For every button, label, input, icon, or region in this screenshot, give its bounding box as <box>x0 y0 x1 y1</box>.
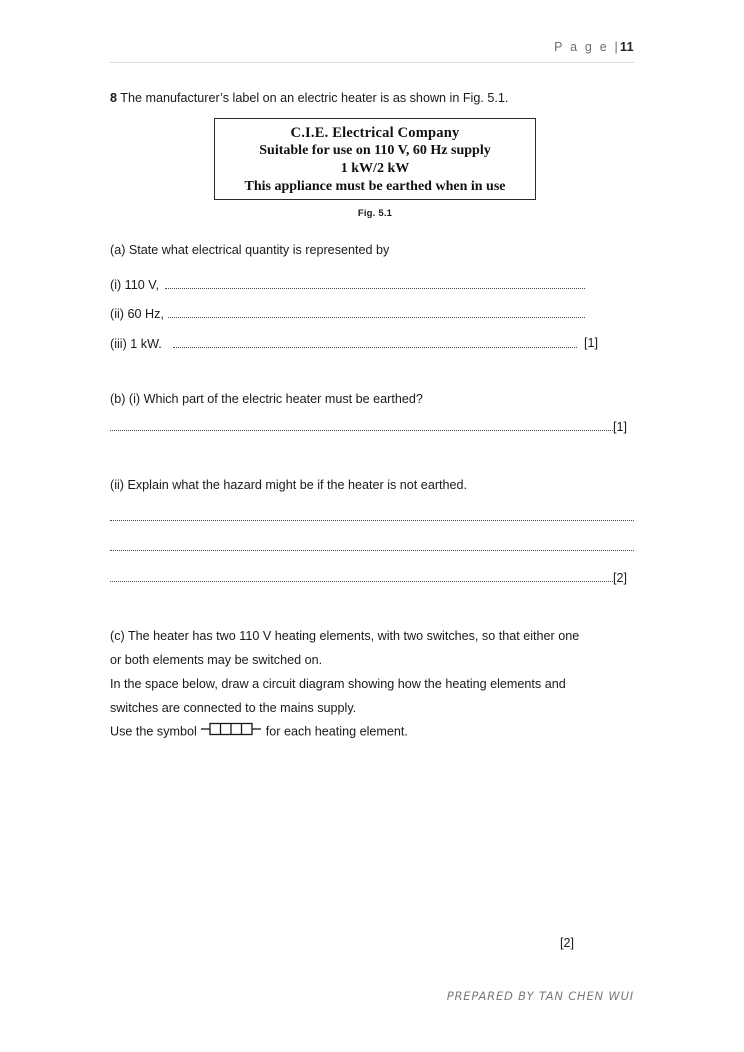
circuit-drawing-space[interactable] <box>110 745 634 940</box>
label-line-power: 1 kW/2 kW <box>340 161 410 176</box>
heating-element-symbol <box>201 722 261 740</box>
question-stem-text: The manufacturer’s label on an electric heater is as shown in Fig. 5.1. <box>120 91 509 105</box>
label-line-supply: Suitable for use on 110 V, 60 Hz supply <box>259 143 491 158</box>
answer-line-b-i[interactable] <box>110 430 615 431</box>
page-header-text: P a g e | <box>554 40 620 54</box>
part-a-item-i-label: (i) 110 V, <box>110 278 160 292</box>
part-b-ii-stem: (ii) Explain what the hazard might be if the heater is not earthed. <box>110 478 468 492</box>
part-c-line-3: In the space below, draw a circuit diagram showing how the heating elements and <box>110 677 566 691</box>
page-header-label <box>554 40 634 54</box>
mark-b-ii: [2] <box>613 571 628 585</box>
question-stem <box>110 90 508 106</box>
page-header <box>110 38 634 56</box>
label-line-earth-warning: This appliance must be earthed when in use <box>244 179 506 194</box>
answer-line-a-iii[interactable] <box>173 347 577 348</box>
answer-line-b-ii-3[interactable] <box>110 581 615 582</box>
part-a-stem: (a) State what electrical quantity is represented by <box>110 243 390 257</box>
part-a-item-ii-label: (ii) 60 Hz, <box>110 307 164 321</box>
part-c-line-2: or both elements may be switched on. <box>110 653 323 667</box>
page-footer: PREPARED BY TAN CHEN WUI <box>446 989 634 1003</box>
heater-label-figure <box>214 118 536 200</box>
figure-caption: Fig. 5.1 <box>357 208 393 219</box>
header-divider <box>110 62 634 63</box>
mark-c: [2] <box>560 936 575 950</box>
part-c-line-1: (c) The heater has two 110 V heating elements, with two switches, so that either one <box>110 629 580 643</box>
part-b-i-stem: (b) (i) Which part of the electric heater must be earthed? <box>110 392 423 406</box>
part-c-line-5 <box>110 723 408 741</box>
answer-line-a-ii[interactable] <box>168 317 585 318</box>
part-a-item-iii-label: (iii) 1 kW. <box>110 337 162 351</box>
page-number: 11 <box>619 40 634 54</box>
mark-a: [1] <box>584 336 599 350</box>
part-c-line-4: switches are connected to the mains supply. <box>110 701 357 715</box>
answer-line-b-ii-1[interactable] <box>110 520 634 521</box>
answer-line-a-i[interactable] <box>165 288 585 289</box>
answer-line-b-ii-2[interactable] <box>110 550 634 551</box>
question-number: 8 <box>110 91 118 105</box>
part-c-symbol-suffix: for each heating element. <box>262 724 408 739</box>
part-c-symbol-prefix: Use the symbol <box>110 724 201 739</box>
label-line-company: C.I.E. Electrical Company <box>290 125 460 141</box>
mark-b-i: [1] <box>613 420 628 434</box>
